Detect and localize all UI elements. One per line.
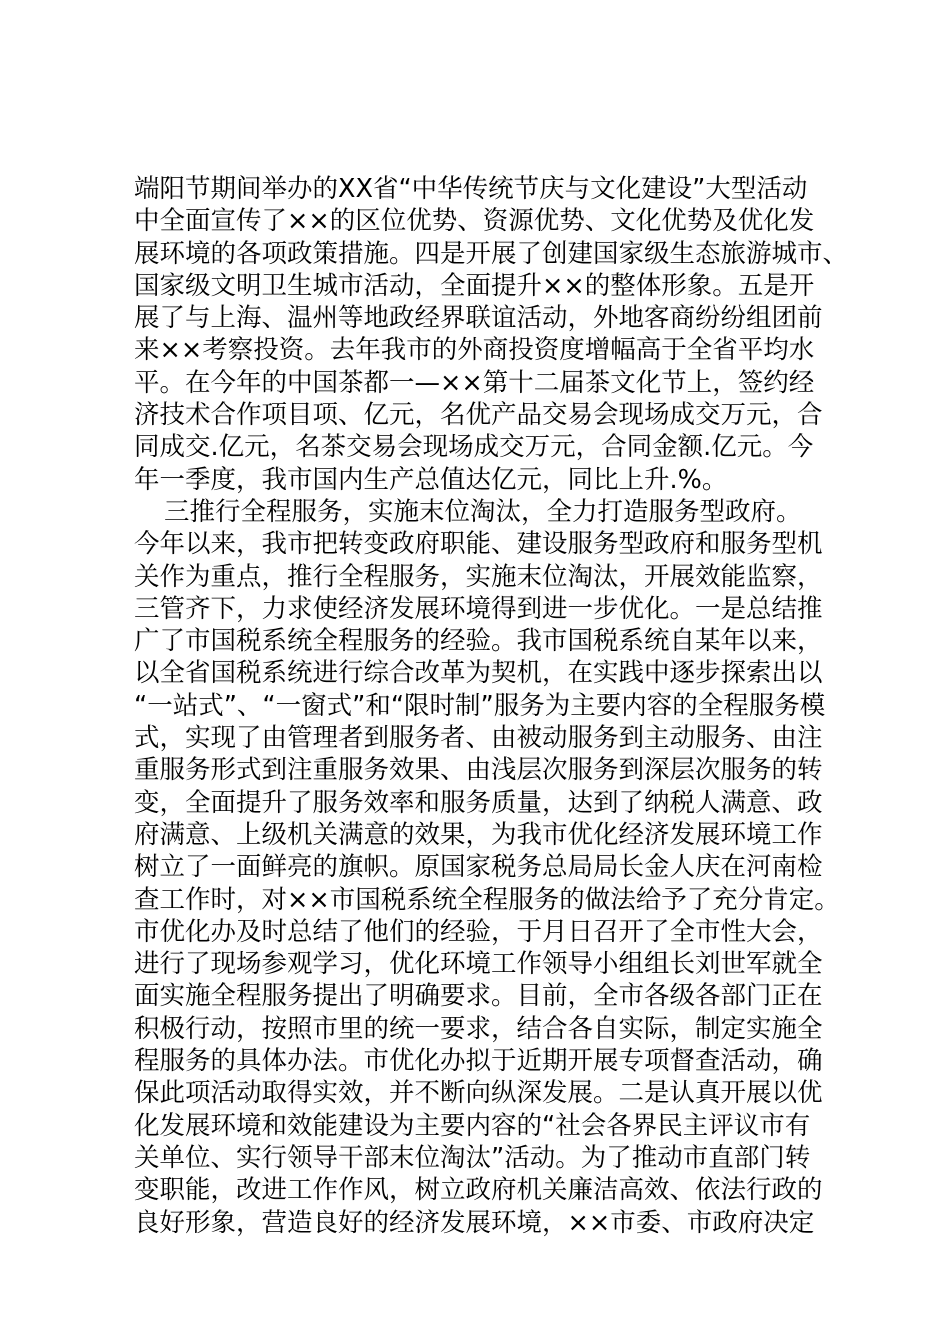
text-line: 展了与上海、温州等地政经界联谊活动，外地客商纷纷组团前	[134, 303, 823, 334]
text-line: 程服务的具体办法。市优化办拟于近期开展专项督查活动，确	[134, 1046, 823, 1077]
text-line: 查工作时，对××市国税系统全程服务的做法给予了充分肯定。	[134, 884, 840, 915]
text-line: 化发展环境和效能建设为主要内容的“社会各界民主评议市有	[134, 1110, 811, 1141]
text-line: 变，全面提升了服务效率和服务质量，达到了纳税人满意、政	[134, 787, 823, 818]
section-heading-line: 三推行全程服务，实施末位淘汰，全力打造服务型政府。	[164, 496, 802, 527]
text-line: 济技术合作项目项、亿元，名优产品交易会现场成交万元，合	[134, 400, 823, 431]
text-line: 变职能，改进工作作风，树立政府机关廉洁高效、依法行政的	[134, 1175, 823, 1206]
text-line: 府满意、上级机关满意的效果，为我市优化经济发展环境工作	[134, 819, 823, 850]
text-line: 面实施全程服务提出了明确要求。目前，全市各级各部门正在	[134, 981, 823, 1012]
text-line: 国家级文明卫生城市活动，全面提升××的整体形象。五是开	[134, 270, 815, 301]
body-text	[134, 173, 849, 1239]
text-line: 同成交.亿元，名茶交易会现场成交万元，合同金额.亿元。今	[134, 432, 814, 463]
text-line: 重服务形式到注重服务效果、由浅层次服务到深层次服务的转	[134, 755, 823, 786]
text-line: 以全省国税系统进行综合改革为契机，在实践中逐步探索出以	[134, 658, 823, 689]
text-line: “一站式”、“一窗式”和“限时制”服务为主要内容的全程服务模	[134, 690, 826, 721]
text-line: 来××考察投资。去年我市的外商投资度增幅高于全省平均水	[134, 335, 815, 366]
text-line: 良好形象，营造良好的经济发展环境，××市委、市政府决定	[134, 1207, 815, 1238]
text-line: 关单位、实行领导干部末位淘汰”活动。为了推动市直部门转	[134, 1142, 811, 1173]
text-line: 年一季度，我市国内生产总值达亿元，同比上升.%。	[134, 464, 728, 495]
text-line: 中全面宣传了××的区位优势、资源优势、文化优势及优化发	[134, 206, 815, 237]
text-line: 端阳节期间举办的XX省“中华传统节庆与文化建设”大型活动	[134, 174, 808, 204]
text-line: 关作为重点，推行全程服务，实施末位淘汰，开展效能监察，	[134, 561, 823, 592]
text-line: 保此项活动取得实效，并不断向纵深发展。二是认真开展以优	[134, 1078, 823, 1109]
text-line: 广了市国税系统全程服务的经验。我市国税系统自某年以来，	[134, 626, 823, 657]
text-line: 平。在今年的中国茶都一—××第十二届茶文化节上，签约经	[134, 367, 815, 398]
text-line: 进行了现场参观学习，优化环境工作领导小组组长刘世军就全	[134, 949, 823, 980]
text-line: 树立了一面鲜亮的旗帜。原国家税务总局局长金人庆在河南检	[134, 852, 823, 883]
text-line: 展环境的各项政策措施。四是开展了创建国家级生态旅游城市、	[134, 238, 849, 269]
text-line: 市优化办及时总结了他们的经验，于月日召开了全市性大会，	[134, 916, 823, 947]
text-line: 积极行动，按照市里的统一要求，结合各自实际，制定实施全	[134, 1013, 823, 1044]
text-line: 式，实现了由管理者到服务者、由被动服务到主动服务、由注	[134, 723, 823, 754]
text-line: 今年以来，我市把转变政府职能、建设服务型政府和服务型机	[134, 529, 823, 560]
text-line: 三管齐下，力求使经济发展环境得到进一步优化。一是总结推	[134, 593, 823, 624]
